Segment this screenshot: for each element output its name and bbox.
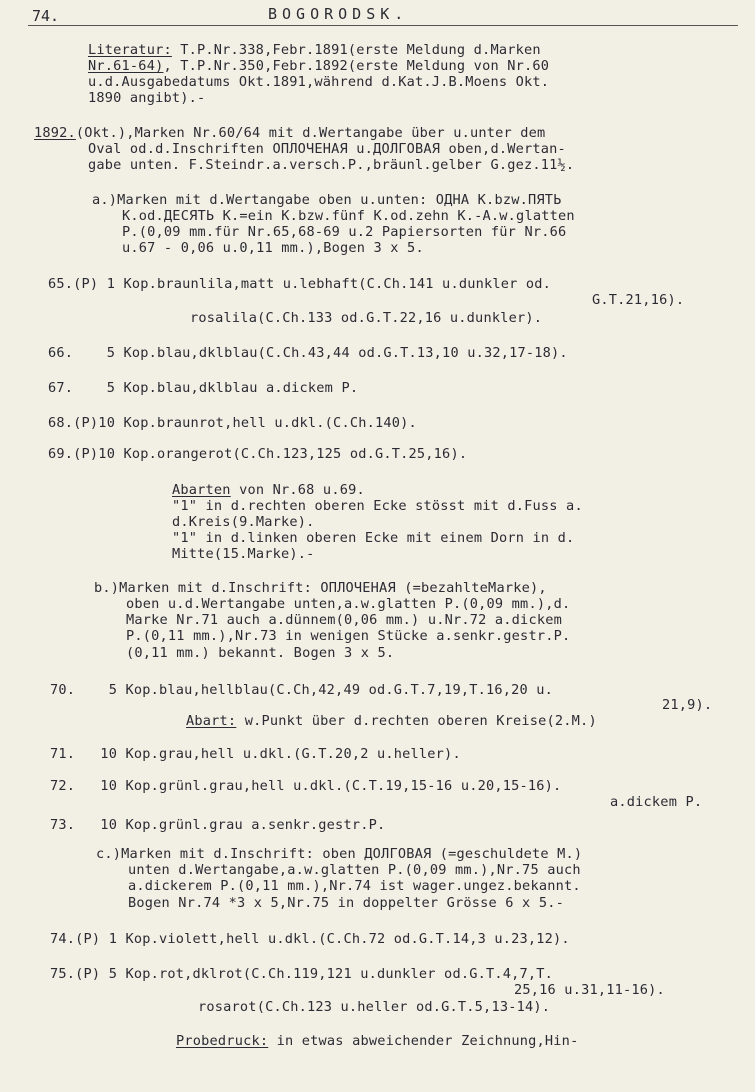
section-b-line-2: oben u.d.Wertangabe unten,a.w.glatten P.(0,09 mm.),d. xyxy=(126,596,571,612)
entry-75: 75.(P) 5 Kop.rot,dklrot(C.Ch.119,121 u.dunkler od.G.T.4,7,T. xyxy=(50,966,554,982)
entry-70: 70. 5 Kop.blau,hellblau(C.Ch,42,49 od.G.T.7,19,T.16,20 u. xyxy=(50,682,554,698)
entry-69: 69.(P)10 Kop.orangerot(C.Ch.123,125 od.G.T.25,16). xyxy=(48,446,468,462)
literatur-line-4: 1890 angibt).- xyxy=(88,90,206,106)
probedruck-label: Probedruck: xyxy=(176,1033,269,1049)
abarten-line-2: "1" in d.rechten oberen Ecke stösst mit d.Fuss a. xyxy=(172,498,583,514)
issue-year: 1892. xyxy=(34,125,76,141)
entry-73: 73. 10 Kop.grünl.grau a.senkr.gestr.P. xyxy=(50,817,386,833)
section-b-line-4: P.(0,11 mm.),Nr.73 in wenigen Stücke a.senkr.gestr.P. xyxy=(126,628,571,644)
issue-1892-line-2: Oval od.d.Inschriften ОПЛОЧЕНАЯ u.ДОЛГОВАЯ oben,d.Wertan- xyxy=(88,141,566,157)
entry-65-variant: rosalila(C.Ch.133 od.G.T.22,16 u.dunkler). xyxy=(190,310,543,326)
probedruck-line: Probedruck: in etwas abweichender Zeichnung,Hin- xyxy=(176,1033,579,1049)
issue-1892-line-3: gabe unten. F.Steindr.a.versch.P.,bräunl.gelber G.gez.11½. xyxy=(88,157,575,173)
header-rule xyxy=(28,25,738,26)
section-a-line-4: u.67 - 0,06 u.0,11 mm.),Bogen 3 x 5. xyxy=(122,240,424,256)
section-b-line-5: (0,11 mm.) bekannt. Bogen 3 x 5. xyxy=(126,645,395,661)
abart-label: Abart: xyxy=(186,713,237,729)
abarten-label: Abarten xyxy=(172,482,231,498)
entry-66: 66. 5 Kop.blau,dklblau(C.Ch.43,44 od.G.T.13,10 u.32,17-18). xyxy=(48,345,568,361)
entry-68: 68.(P)10 Kop.braunrot,hell u.dkl.(C.Ch.140). xyxy=(48,415,417,431)
page-number: 74. xyxy=(32,7,60,25)
entry-67: 67. 5 Kop.blau,dklblau a.dickem P. xyxy=(48,380,359,396)
literatur-label: Literatur: xyxy=(88,42,172,58)
abarten-line-1: Abarten von Nr.68 u.69. xyxy=(172,482,365,498)
entry-75-variant: rosarot(C.Ch.123 u.heller od.G.T.5,13-14). xyxy=(198,999,551,1015)
entry-74: 74.(P) 1 Kop.violett,hell u.dkl.(C.Ch.72 od.G.T.14,3 u.23,12). xyxy=(50,931,570,947)
literatur-line-1: Literatur: T.P.Nr.338,Febr.1891(erste Meldung d.Marken xyxy=(88,42,541,58)
issue-1892-line-1: 1892.(Okt.),Marken Nr.60/64 mit d.Wertangabe über u.unter dem xyxy=(34,125,546,141)
section-c-line-4: Bogen Nr.74 *3 x 5,Nr.75 in doppelter Grösse 6 x 5.- xyxy=(128,895,564,911)
section-a-line-3: P.(0,09 mm.für Nr.65,68-69 u.2 Papiersorten für Nr.66 xyxy=(122,224,567,240)
entry-72: 72. 10 Kop.grünl.grau,hell u.dkl.(C.T.19,15-16 u.20,15-16). xyxy=(50,778,562,794)
entry-72-cont: a.dickem P. xyxy=(610,794,703,810)
section-a-line-1: a.)Marken mit d.Wertangabe oben u.unten: ОДНА К.bzw.ПЯТЬ xyxy=(92,192,562,208)
entry-70-abart: Abart: w.Punkt über d.rechten oberen Kreise(2.M.) xyxy=(186,713,597,729)
section-a-line-2: К.od.ДЕСЯТЬ К.=ein K.bzw.fünf K.od.zehn K.-A.w.glatten xyxy=(122,208,575,224)
section-b-line-3: Marke Nr.71 auch a.dünnem(0,06 mm.) u.Nr.72 a.dickem xyxy=(126,612,562,628)
section-c-line-3: a.dickerem P.(0,11 mm.),Nr.74 ist wager.ungez.bekannt. xyxy=(128,878,581,894)
entry-65: 65.(P) 1 Kop.braunlila,matt u.lebhaft(C.Ch.141 u.dunkler od. xyxy=(48,276,552,292)
abarten-line-3: d.Kreis(9.Marke). xyxy=(172,514,315,530)
section-c-line-2: unten d.Wertangabe,a.w.glatten P.(0,09 mm.),Nr.75 auch xyxy=(128,862,581,878)
abarten-line-4: "1" in d.linken oberen Ecke mit einem Dorn in d. xyxy=(172,530,575,546)
literatur-line-2: Nr.61-64), T.P.Nr.350,Febr.1892(erste Meldung von Nr.60 xyxy=(88,58,550,74)
page-title: BOGORODSK. xyxy=(268,5,409,23)
literatur-line-3: u.d.Ausgabedatums Okt.1891,während d.Kat.J.B.Moens Okt. xyxy=(88,74,550,90)
entry-71: 71. 10 Kop.grau,hell u.dkl.(G.T.20,2 u.heller). xyxy=(50,746,461,762)
section-c-line-1: c.)Marken mit d.Inschrift: oben ДОЛГОВАЯ (=geschuldete M.) xyxy=(96,846,583,862)
entry-65-cont: G.T.21,16). xyxy=(592,292,685,308)
abarten-line-5: Mitte(15.Marke).- xyxy=(172,546,315,562)
entry-70-cont: 21,9). xyxy=(662,697,713,713)
entry-75-cont: 25,16 u.31,11-16). xyxy=(514,982,665,998)
section-b-line-1: b.)Marken mit d.Inschrift: ОПЛОЧЕНАЯ (=bezahlteMarke), xyxy=(94,580,547,596)
